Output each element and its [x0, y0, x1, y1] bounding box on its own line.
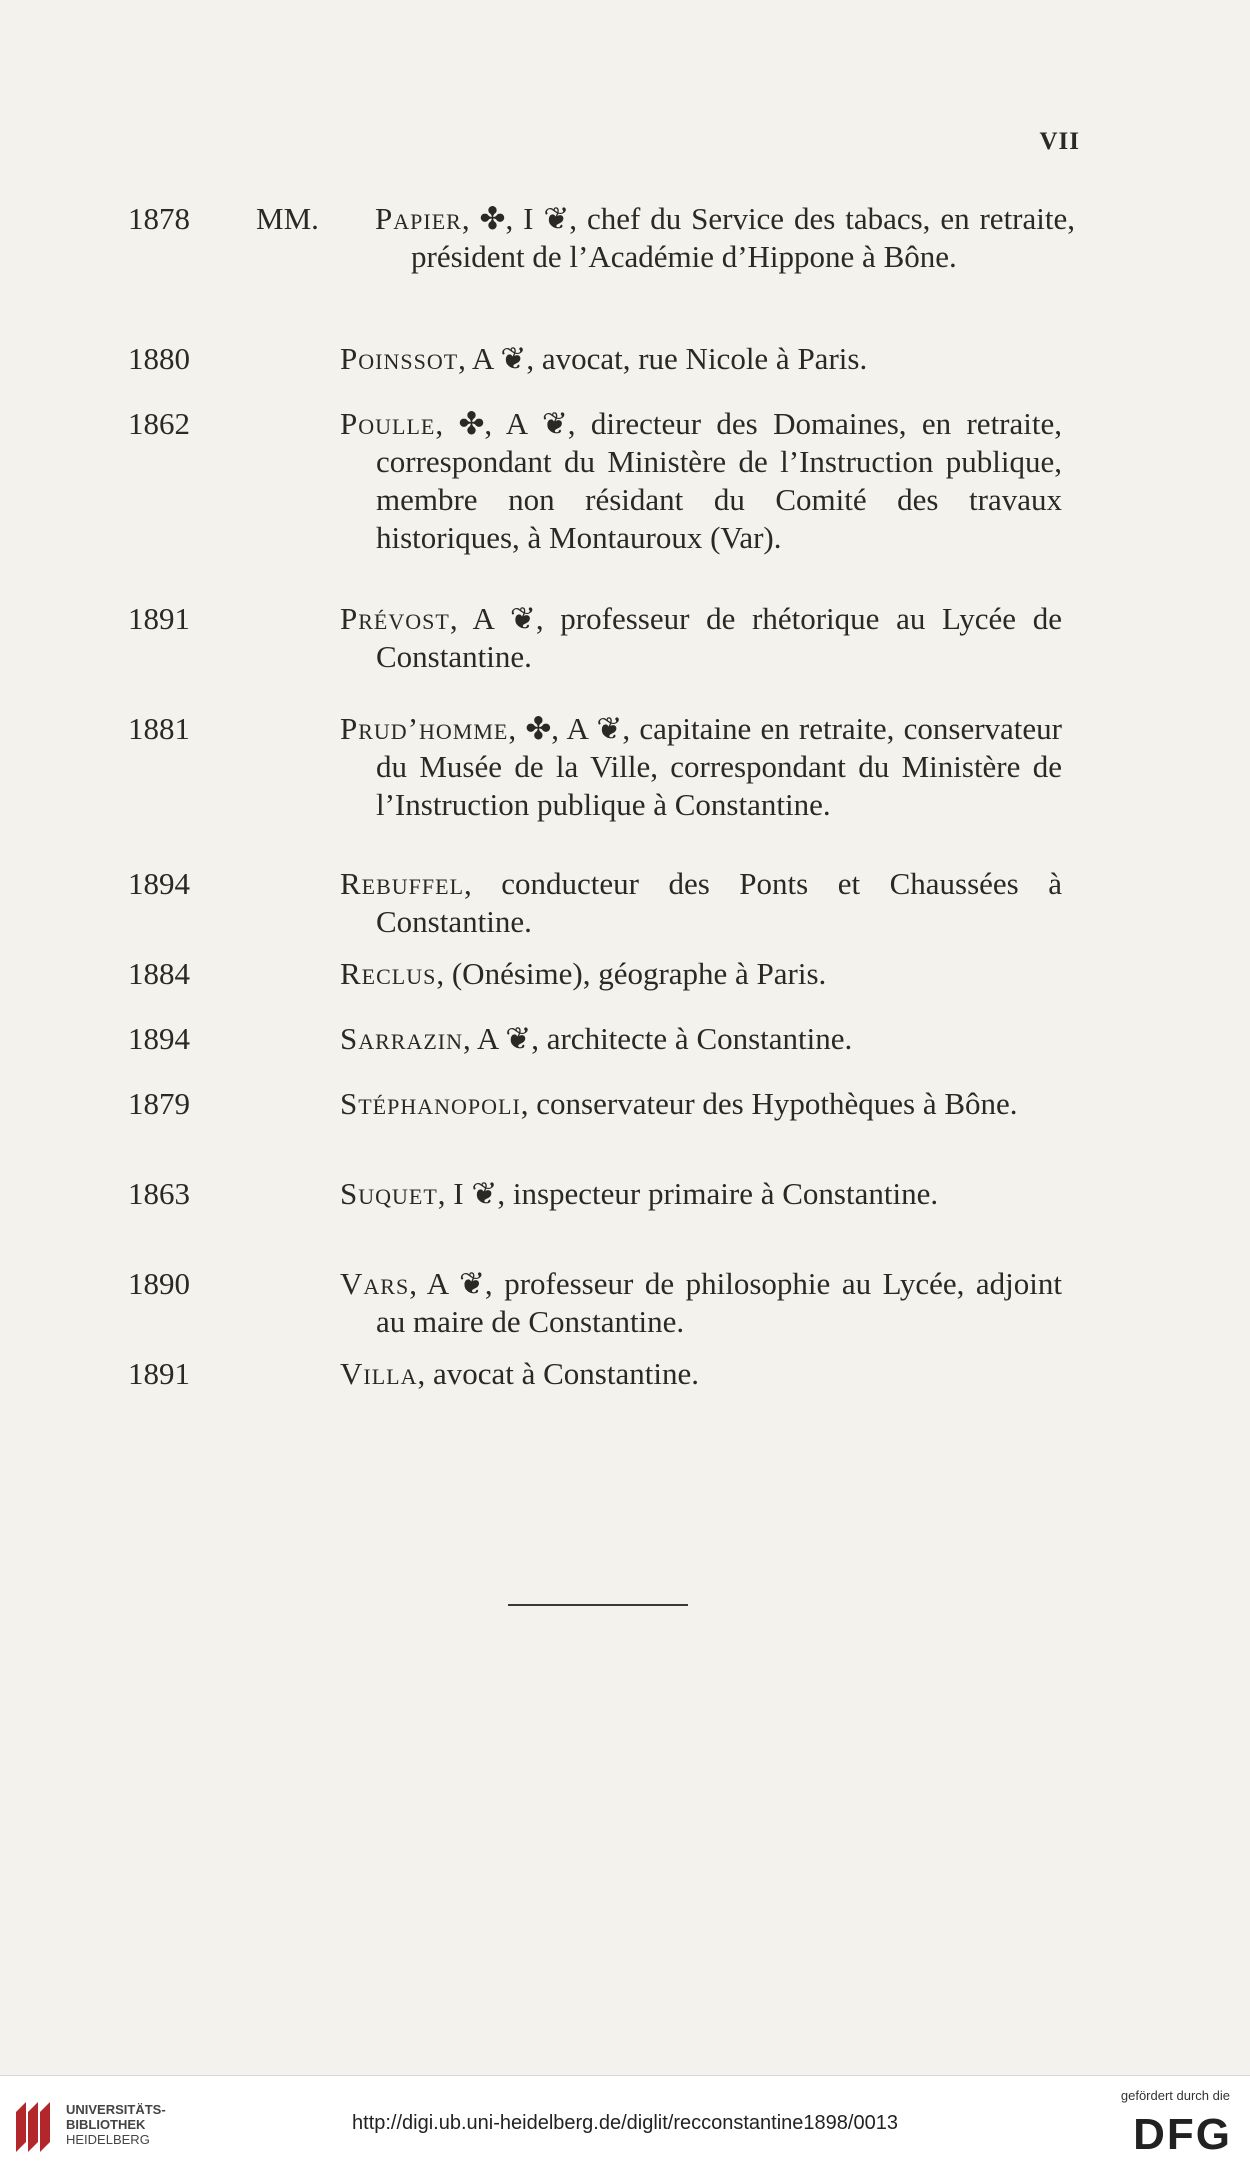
member-details: , (Onésime), géographe à Paris. — [436, 956, 827, 991]
member-entry — [0, 1020, 1250, 1060]
member-description — [340, 955, 1062, 993]
library-name-line2: BIBLIOTHEK — [66, 2117, 146, 2132]
member-details: , A ❦, architecte à Constantine. — [463, 1021, 853, 1056]
admission-year: 1891 — [128, 1356, 190, 1391]
permalink-url[interactable]: http://digi.ub.uni-heidelberg.de/diglit/recconstantine1898/0013 — [352, 2112, 898, 2134]
member-details: , A ❦, professeur de philosophie au Lycée, adjoint au maire de Constantine. — [376, 1266, 1062, 1339]
admission-year: 1862 — [128, 406, 190, 441]
member-description — [340, 1020, 1062, 1058]
admission-year: 1863 — [128, 1176, 190, 1211]
member-name: Reclus — [340, 956, 437, 991]
member-name: Villa — [340, 1356, 418, 1391]
member-entry — [0, 1085, 1250, 1125]
member-entry — [0, 600, 1250, 676]
member-description — [340, 340, 1062, 378]
member-details: , A ❦, avocat, rue Nicole à Paris. — [458, 341, 868, 376]
member-name: Papier — [375, 201, 462, 236]
member-name: Prud’homme — [340, 711, 509, 746]
admission-year: 1884 — [128, 956, 190, 991]
end-rule — [508, 1604, 688, 1606]
admission-year: 1878 — [128, 201, 190, 236]
member-details: , conducteur des Ponts et Chaussées à Constantine. — [376, 866, 1062, 939]
member-entry — [0, 710, 1250, 824]
member-details: , avocat à Constantine. — [417, 1356, 699, 1391]
member-name: Poinssot — [340, 341, 459, 376]
member-name: Prévost — [340, 601, 450, 636]
member-entry — [0, 1175, 1250, 1215]
member-description — [340, 600, 1062, 676]
member-details: , I ❦, inspecteur primaire à Constantine. — [437, 1176, 939, 1211]
admission-year: 1879 — [128, 1086, 190, 1121]
member-description — [340, 865, 1062, 941]
member-entry — [0, 340, 1250, 380]
admission-year: 1881 — [128, 711, 190, 746]
member-name: Suquet — [340, 1176, 438, 1211]
member-entry — [0, 1355, 1250, 1395]
footer-bar — [0, 2075, 1250, 2173]
member-entry — [0, 1265, 1250, 1341]
admission-year: 1891 — [128, 601, 190, 636]
library-name-line3: HEIDELBERG — [66, 2132, 150, 2147]
member-details: , ✤, A ❦, directeur des Domaines, en retraite, correspondant du Ministère de l’Instruction publique, membre non résidant du Comité des travaux historiques, à Montauroux (Var). — [376, 406, 1062, 555]
member-name: Vars — [340, 1266, 410, 1301]
funded-by-label: gefördert durch die — [1120, 2088, 1230, 2103]
member-entry — [0, 955, 1250, 995]
library-name-line1: UNIVERSITÄTS- — [66, 2102, 166, 2117]
admission-year: 1880 — [128, 341, 190, 376]
member-description — [340, 1355, 1062, 1393]
member-description — [340, 1265, 1062, 1341]
member-description — [340, 1175, 1062, 1213]
admission-year: 1894 — [128, 1021, 190, 1056]
member-name: Stéphanopoli — [340, 1086, 521, 1121]
member-description — [340, 1085, 1062, 1123]
member-name: Rebuffel — [340, 866, 465, 901]
member-description — [340, 710, 1062, 824]
admission-year: 1894 — [128, 866, 190, 901]
member-details: , conservateur des Hypothèques à Bône. — [520, 1086, 1018, 1121]
member-details: , ✤, I ❦, chef du Service des tabacs, en retraite, président de l’Académie d’Hippone à Bône. — [411, 201, 1075, 274]
member-name: Sarrazin — [340, 1021, 464, 1056]
member-description — [375, 200, 1075, 276]
member-name: Poulle — [340, 406, 436, 441]
member-details: , ✤, A ❦, capitaine en retraite, conservateur du Musée de la Ville, correspondant du Ministère de l’Instruction publique à Constantine. — [376, 711, 1062, 822]
member-entry — [0, 200, 1250, 276]
page-number: VII — [1039, 128, 1080, 155]
member-description — [340, 405, 1062, 557]
honorific-prefix: MM. — [256, 201, 319, 236]
dfg-logo: DFG — [1133, 2110, 1232, 2159]
member-details: , A ❦, professeur de rhétorique au Lycée de Constantine. — [376, 601, 1062, 674]
admission-year: 1890 — [128, 1266, 190, 1301]
member-entry — [0, 865, 1250, 941]
member-entry — [0, 405, 1250, 557]
